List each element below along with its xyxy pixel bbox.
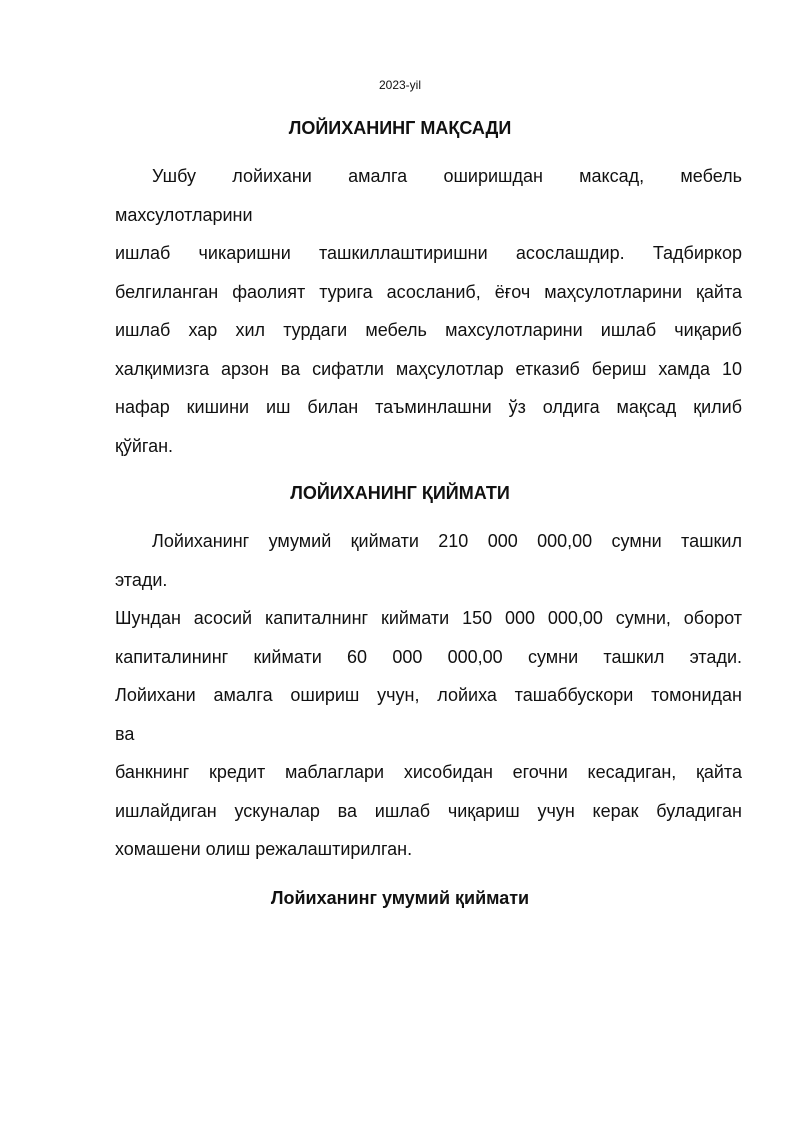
paragraph-line: қўйган.: [115, 435, 174, 456]
paragraph-line: ишлаб чикаришни ташкиллаштиришни асослашдир. Тадбиркор: [115, 243, 742, 263]
paragraph-line: Лойиханинг умумий қиймати 210 000 000,00 сумни ташкил: [152, 531, 742, 551]
section-title-total-cost: Лойиханинг умумий қиймати: [270, 888, 530, 908]
paragraph-line: нафар кишини иш билан таъминлашни ўз олдига мақсад қилиб: [115, 397, 742, 417]
paragraph-line: ва: [115, 723, 135, 744]
section-title-cost: ЛОЙИХАНИНГ ҚИЙМАТИ: [290, 483, 510, 503]
paragraph-line: ишлайдиган ускуналар ва ишлаб чиқариш учун керак буладиган: [115, 800, 742, 821]
paragraph-line: ишлаб хар хил турдаги мебель махсулотларини ишлаб чиқариб: [115, 320, 742, 340]
paragraph-line: Шундан асосий капиталнинг киймати 150 000 000,00 сумни, оборот: [115, 608, 742, 628]
paragraph-line: капиталининг киймати 60 000 000,00 сумни ташкил этади.: [115, 646, 742, 667]
section-goal-body: [115, 157, 742, 465]
paragraph-line: этади.: [115, 569, 168, 590]
section-cost-body: [115, 522, 742, 869]
paragraph-line: Ушбу лойихани амалга оширишдан максад, мебель: [152, 166, 742, 186]
section-title-goal: ЛОЙИХАНИНГ МАҚСАДИ: [288, 118, 512, 138]
paragraph-line: халқимизга арзон ва сифатли маҳсулотлар етказиб бериш хамда 10: [115, 358, 742, 379]
paragraph-line: белгиланган фаолият турига асосланиб, ёғоч маҳсулотларини қайта: [115, 281, 742, 302]
paragraph-line: махсулотларини: [115, 204, 253, 225]
paragraph-line: хомашени олиш режалаштирилган.: [115, 839, 413, 859]
paragraph-line: Лойихани амалга ошириш учун, лойиха ташаббускори томонидан: [115, 685, 742, 705]
document-year: 2023-yil: [378, 78, 422, 92]
paragraph-line: банкнинг кредит маблаглари хисобидан егочни кесадиган, қайта: [115, 762, 742, 782]
